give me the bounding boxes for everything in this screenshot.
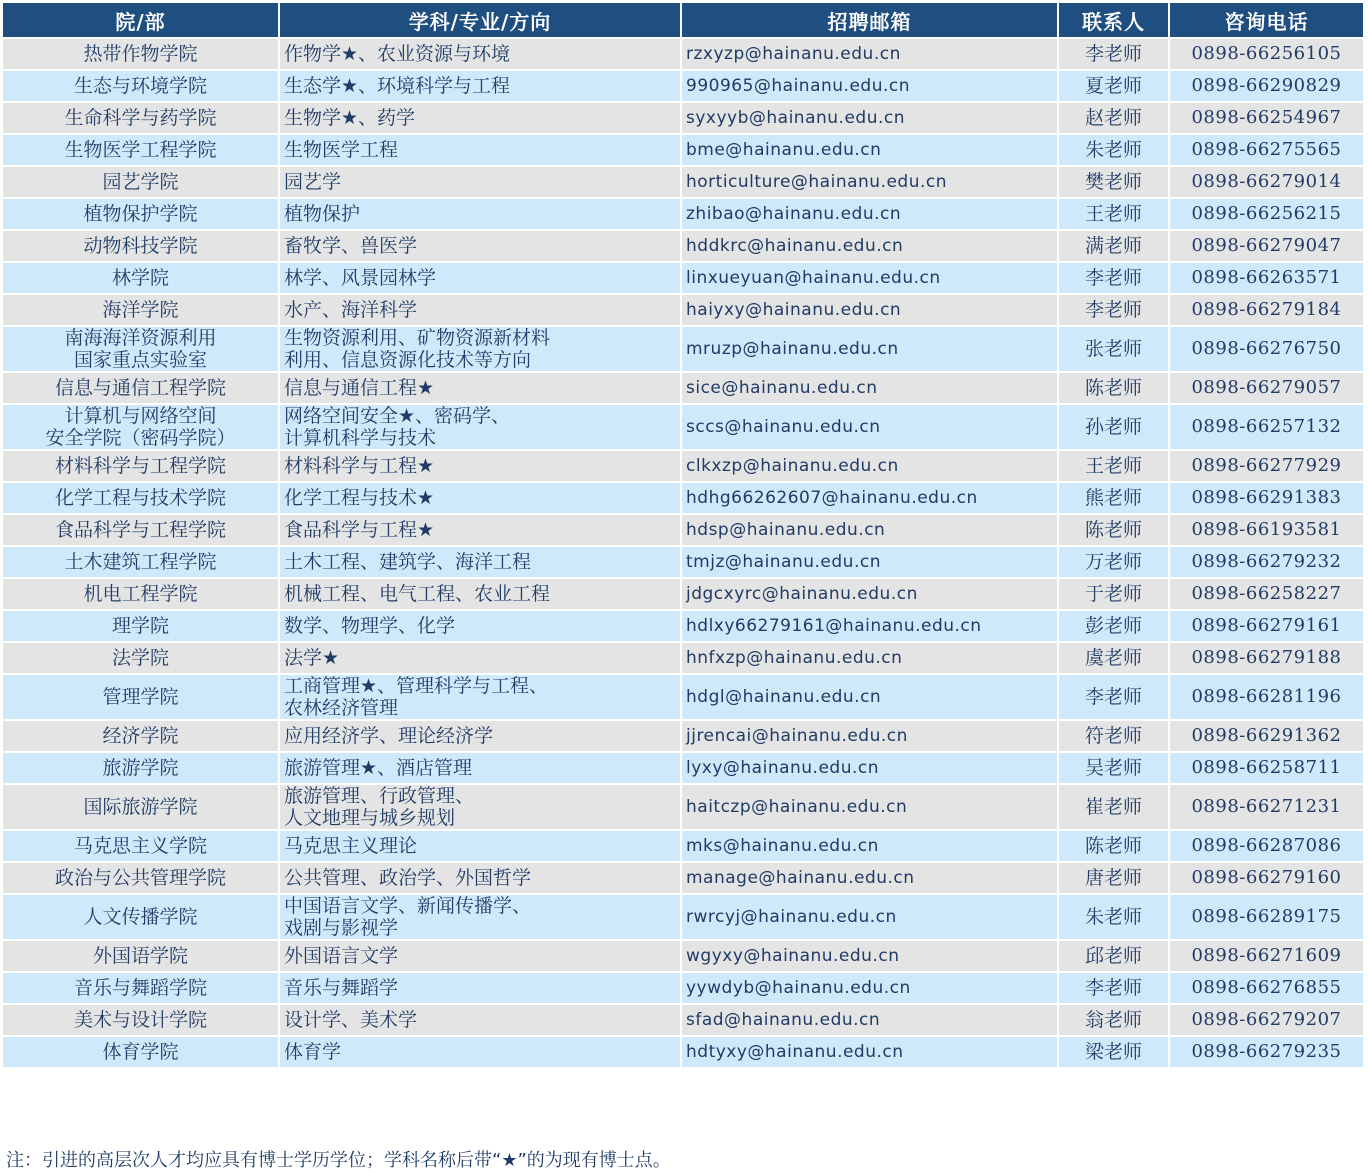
contact-cell: 虞老师: [1058, 642, 1169, 674]
phone-cell: 0898-66275565: [1169, 134, 1364, 166]
email-link[interactable]: rzxyzp@hainanu.edu.cn: [681, 38, 1058, 70]
email-link[interactable]: linxueyuan@hainanu.edu.cn: [681, 262, 1058, 294]
contact-cell: 彭老师: [1058, 610, 1169, 642]
contact-cell: 满老师: [1058, 230, 1169, 262]
contact-cell: 李老师: [1058, 262, 1169, 294]
phone-cell: 0898-66254967: [1169, 102, 1364, 134]
phone-cell: 0898-66279014: [1169, 166, 1364, 198]
phone-cell: 0898-66279207: [1169, 1004, 1364, 1036]
table-row: [2, 610, 1364, 642]
table-row: [2, 134, 1364, 166]
table-row: [2, 372, 1364, 404]
contact-cell: 朱老师: [1058, 134, 1169, 166]
phone-cell: 0898-66279057: [1169, 372, 1364, 404]
subject-cell: 网络空间安全★、密码学、 计算机科学与技术: [279, 404, 681, 450]
subject-cell: 马克思主义理论: [279, 830, 681, 862]
table-body: [2, 38, 1364, 1068]
email-link[interactable]: clkxzp@hainanu.edu.cn: [681, 450, 1058, 482]
table-row: [2, 514, 1364, 546]
dept-cell: 人文传播学院: [2, 894, 279, 940]
table-row: [2, 578, 1364, 610]
subject-cell: 机械工程、电气工程、农业工程: [279, 578, 681, 610]
phone-cell: 0898-66279232: [1169, 546, 1364, 578]
subject-cell: 信息与通信工程★: [279, 372, 681, 404]
dept-cell: 化学工程与技术学院: [2, 482, 279, 514]
table-row: [2, 102, 1364, 134]
contact-cell: 陈老师: [1058, 830, 1169, 862]
email-link[interactable]: yywdyb@hainanu.edu.cn: [681, 972, 1058, 1004]
email-link[interactable]: hdhg66262607@hainanu.edu.cn: [681, 482, 1058, 514]
phone-cell: 0898-66279188: [1169, 642, 1364, 674]
phone-cell: 0898-66193581: [1169, 514, 1364, 546]
table-row: [2, 166, 1364, 198]
contact-cell: 王老师: [1058, 198, 1169, 230]
table-row: [2, 546, 1364, 578]
phone-cell: 0898-66291362: [1169, 720, 1364, 752]
contact-cell: 吴老师: [1058, 752, 1169, 784]
table-row: [2, 940, 1364, 972]
contact-cell: 翁老师: [1058, 1004, 1169, 1036]
email-link[interactable]: wgyxy@hainanu.edu.cn: [681, 940, 1058, 972]
email-link[interactable]: haitczp@hainanu.edu.cn: [681, 784, 1058, 830]
contact-cell: 李老师: [1058, 294, 1169, 326]
contact-cell: 樊老师: [1058, 166, 1169, 198]
header-row: [2, 2, 1364, 38]
table-row: [2, 70, 1364, 102]
contact-cell: 于老师: [1058, 578, 1169, 610]
dept-cell: 土木建筑工程学院: [2, 546, 279, 578]
subject-cell: 生物资源利用、矿物资源新材料 利用、信息资源化技术等方向: [279, 326, 681, 372]
subject-cell: 中国语言文学、新闻传播学、 戏剧与影视学: [279, 894, 681, 940]
header-contact: 联系人: [1058, 2, 1169, 38]
phone-cell: 0898-66290829: [1169, 70, 1364, 102]
subject-cell: 林学、风景园林学: [279, 262, 681, 294]
phone-cell: 0898-66279184: [1169, 294, 1364, 326]
dept-cell: 体育学院: [2, 1036, 279, 1068]
email-link[interactable]: sfad@hainanu.edu.cn: [681, 1004, 1058, 1036]
email-link[interactable]: hdsp@hainanu.edu.cn: [681, 514, 1058, 546]
email-link[interactable]: sice@hainanu.edu.cn: [681, 372, 1058, 404]
table-row: [2, 404, 1364, 450]
footnote: 注：引进的高层次人才均应具有博士学历学位；学科名称后带“★”的为现有博士点。: [6, 1150, 671, 1171]
phone-cell: 0898-66279235: [1169, 1036, 1364, 1068]
dept-cell: 海洋学院: [2, 294, 279, 326]
subject-cell: 设计学、美术学: [279, 1004, 681, 1036]
dept-cell: 计算机与网络空间 安全学院（密码学院）: [2, 404, 279, 450]
dept-cell: 植物保护学院: [2, 198, 279, 230]
email-link[interactable]: hdtyxy@hainanu.edu.cn: [681, 1036, 1058, 1068]
dept-cell: 理学院: [2, 610, 279, 642]
table-row: [2, 1036, 1364, 1068]
subject-cell: 畜牧学、兽医学: [279, 230, 681, 262]
dept-cell: 美术与设计学院: [2, 1004, 279, 1036]
phone-cell: 0898-66256105: [1169, 38, 1364, 70]
email-link[interactable]: hddkrc@hainanu.edu.cn: [681, 230, 1058, 262]
contact-cell: 赵老师: [1058, 102, 1169, 134]
phone-cell: 0898-66276855: [1169, 972, 1364, 1004]
header-subject: 学科/专业/方向: [279, 2, 681, 38]
subject-cell: 作物学★、农业资源与环境: [279, 38, 681, 70]
contact-cell: 梁老师: [1058, 1036, 1169, 1068]
table-row: [2, 830, 1364, 862]
subject-cell: 土木工程、建筑学、海洋工程: [279, 546, 681, 578]
dept-cell: 国际旅游学院: [2, 784, 279, 830]
phone-cell: 0898-66276750: [1169, 326, 1364, 372]
dept-cell: 管理学院: [2, 674, 279, 720]
header-phone: 咨询电话: [1169, 2, 1364, 38]
contact-cell: 孙老师: [1058, 404, 1169, 450]
dept-cell: 生物医学工程学院: [2, 134, 279, 166]
dept-cell: 音乐与舞蹈学院: [2, 972, 279, 1004]
email-link[interactable]: lyxy@hainanu.edu.cn: [681, 752, 1058, 784]
dept-cell: 法学院: [2, 642, 279, 674]
dept-cell: 南海海洋资源利用 国家重点实验室: [2, 326, 279, 372]
subject-cell: 体育学: [279, 1036, 681, 1068]
subject-cell: 水产、海洋科学: [279, 294, 681, 326]
contact-cell: 陈老师: [1058, 514, 1169, 546]
phone-cell: 0898-66289175: [1169, 894, 1364, 940]
contact-cell: 朱老师: [1058, 894, 1169, 940]
contact-cell: 万老师: [1058, 546, 1169, 578]
dept-cell: 机电工程学院: [2, 578, 279, 610]
subject-cell: 植物保护: [279, 198, 681, 230]
phone-cell: 0898-66258227: [1169, 578, 1364, 610]
subject-cell: 外国语言文学: [279, 940, 681, 972]
email-link[interactable]: tmjz@hainanu.edu.cn: [681, 546, 1058, 578]
phone-cell: 0898-66279047: [1169, 230, 1364, 262]
subject-cell: 生物医学工程: [279, 134, 681, 166]
subject-cell: 生物学★、药学: [279, 102, 681, 134]
subject-cell: 音乐与舞蹈学: [279, 972, 681, 1004]
dept-cell: 热带作物学院: [2, 38, 279, 70]
dept-cell: 信息与通信工程学院: [2, 372, 279, 404]
table-row: [2, 752, 1364, 784]
phone-cell: 0898-66279161: [1169, 610, 1364, 642]
phone-cell: 0898-66256215: [1169, 198, 1364, 230]
email-link[interactable]: hdgl@hainanu.edu.cn: [681, 674, 1058, 720]
dept-cell: 生命科学与药学院: [2, 102, 279, 134]
dept-cell: 生态与环境学院: [2, 70, 279, 102]
contact-cell: 符老师: [1058, 720, 1169, 752]
subject-cell: 生态学★、环境科学与工程: [279, 70, 681, 102]
email-link[interactable]: manage@hainanu.edu.cn: [681, 862, 1058, 894]
header-dept: 院/部: [2, 2, 279, 38]
table-row: [2, 1004, 1364, 1036]
phone-cell: 0898-66279160: [1169, 862, 1364, 894]
table-row: [2, 862, 1364, 894]
email-link[interactable]: sccs@hainanu.edu.cn: [681, 404, 1058, 450]
header-email: 招聘邮箱: [681, 2, 1058, 38]
phone-cell: 0898-66271231: [1169, 784, 1364, 830]
dept-cell: 外国语学院: [2, 940, 279, 972]
subject-cell: 工商管理★、管理科学与工程、 农林经济管理: [279, 674, 681, 720]
dept-cell: 林学院: [2, 262, 279, 294]
table-row: [2, 450, 1364, 482]
table-row: [2, 294, 1364, 326]
dept-cell: 园艺学院: [2, 166, 279, 198]
table-row: [2, 784, 1364, 830]
contact-cell: 张老师: [1058, 326, 1169, 372]
contact-cell: 王老师: [1058, 450, 1169, 482]
table-row: [2, 972, 1364, 1004]
table-row: [2, 674, 1364, 720]
email-link[interactable]: horticulture@hainanu.edu.cn: [681, 166, 1058, 198]
table-row: [2, 326, 1364, 372]
subject-cell: 化学工程与技术★: [279, 482, 681, 514]
dept-cell: 材料科学与工程学院: [2, 450, 279, 482]
phone-cell: 0898-66287086: [1169, 830, 1364, 862]
phone-cell: 0898-66291383: [1169, 482, 1364, 514]
dept-cell: 旅游学院: [2, 752, 279, 784]
email-link[interactable]: mruzp@hainanu.edu.cn: [681, 326, 1058, 372]
phone-cell: 0898-66263571: [1169, 262, 1364, 294]
contact-cell: 崔老师: [1058, 784, 1169, 830]
email-link[interactable]: hdlxy66279161@hainanu.edu.cn: [681, 610, 1058, 642]
email-link[interactable]: zhibao@hainanu.edu.cn: [681, 198, 1058, 230]
phone-cell: 0898-66281196: [1169, 674, 1364, 720]
dept-cell: 经济学院: [2, 720, 279, 752]
dept-cell: 马克思主义学院: [2, 830, 279, 862]
table-row: [2, 720, 1364, 752]
table-row: [2, 894, 1364, 940]
subject-cell: 材料科学与工程★: [279, 450, 681, 482]
table-row: [2, 482, 1364, 514]
email-link[interactable]: mks@hainanu.edu.cn: [681, 830, 1058, 862]
subject-cell: 应用经济学、理论经济学: [279, 720, 681, 752]
phone-cell: 0898-66258711: [1169, 752, 1364, 784]
recruitment-contact-table: [1, 1, 1365, 1069]
email-link[interactable]: bme@hainanu.edu.cn: [681, 134, 1058, 166]
phone-cell: 0898-66277929: [1169, 450, 1364, 482]
subject-cell: 食品科学与工程★: [279, 514, 681, 546]
email-link[interactable]: 990965@hainanu.edu.cn: [681, 70, 1058, 102]
table-row: [2, 230, 1364, 262]
subject-cell: 法学★: [279, 642, 681, 674]
email-link[interactable]: hnfxzp@hainanu.edu.cn: [681, 642, 1058, 674]
contact-cell: 熊老师: [1058, 482, 1169, 514]
subject-cell: 园艺学: [279, 166, 681, 198]
contact-cell: 唐老师: [1058, 862, 1169, 894]
table-row: [2, 198, 1364, 230]
table-row: [2, 38, 1364, 70]
dept-cell: 食品科学与工程学院: [2, 514, 279, 546]
contact-cell: 李老师: [1058, 38, 1169, 70]
phone-cell: 0898-66257132: [1169, 404, 1364, 450]
contact-cell: 邱老师: [1058, 940, 1169, 972]
email-link[interactable]: syxyyb@hainanu.edu.cn: [681, 102, 1058, 134]
table-row: [2, 262, 1364, 294]
phone-cell: 0898-66271609: [1169, 940, 1364, 972]
email-link[interactable]: rwrcyj@hainanu.edu.cn: [681, 894, 1058, 940]
dept-cell: 动物科技学院: [2, 230, 279, 262]
contact-cell: 陈老师: [1058, 372, 1169, 404]
contact-cell: 李老师: [1058, 972, 1169, 1004]
email-link[interactable]: jjrencai@hainanu.edu.cn: [681, 720, 1058, 752]
contact-cell: 李老师: [1058, 674, 1169, 720]
email-link[interactable]: jdgcxyrc@hainanu.edu.cn: [681, 578, 1058, 610]
dept-cell: 政治与公共管理学院: [2, 862, 279, 894]
email-link[interactable]: haiyxy@hainanu.edu.cn: [681, 294, 1058, 326]
subject-cell: 数学、物理学、化学: [279, 610, 681, 642]
table-row: [2, 642, 1364, 674]
contact-cell: 夏老师: [1058, 70, 1169, 102]
subject-cell: 旅游管理、行政管理、 人文地理与城乡规划: [279, 784, 681, 830]
subject-cell: 旅游管理★、酒店管理: [279, 752, 681, 784]
subject-cell: 公共管理、政治学、外国哲学: [279, 862, 681, 894]
